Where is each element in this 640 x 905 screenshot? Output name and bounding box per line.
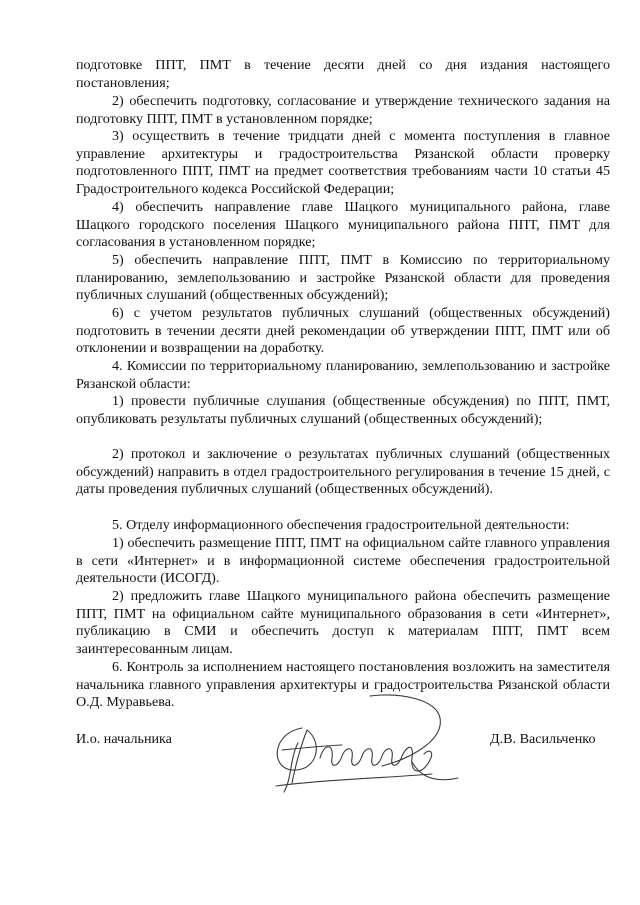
paragraph-continuation: подготовке ППТ, ПМТ в течение десяти дней со дня издания настоящего постановления; [76, 57, 610, 91]
paragraph-section-5-item-1: 1) обеспечить размещение ППТ, ПМТ на официальном сайте главного управления в сети «Интернет» и в информационной системе обеспечения градостроительной деятельности (ИСОГД). [76, 535, 610, 587]
paragraph-section-5: 5. Отделу информационного обеспечения градостроительной деятельности: [112, 517, 570, 533]
signer-title: И.о. начальника [76, 731, 172, 747]
paragraph-section-4: 4. Комиссии по территориальному планированию, землепользованию и застройке Рязанской области: [76, 358, 610, 392]
paragraph-item-2: 2) обеспечить подготовку, согласование и утверждение технического задания на подготовку ППТ, ПМТ в установленном порядке; [76, 93, 610, 127]
paragraph-section-5-item-2: 2) предложить главе Шацкого муниципального района обеспечить размещение ППТ, ПМТ на официальном сайте муниципального образования в сети «Интернет», публикацию в СМИ и обеспечить доступ к материалам ППТ, ПМТ всем заинтересованным лицам. [76, 588, 610, 657]
paragraph-section-6: 6. Контроль за исполнением настоящего постановления возложить на заместителя начальника главного управления архитектуры и градостроительства Рязанской области О.Д. Муравьева. [76, 659, 610, 711]
paragraph-section-4-item-2: 2) протокол и заключение о результатах публичных слушаний (общественных обсуждений) направить в отдел градостроительного регулирования в течение 15 дней, с даты проведения публичных слушаний (общественных обсуждений). [76, 446, 610, 498]
paragraph-item-4: 4) обеспечить направление главе Шацкого муниципального района, главе Шацкого городского поселения Шацкого муниципального района ППТ, ПМТ для согласования в установленном порядке; [76, 199, 610, 251]
handwritten-signature-icon [262, 688, 462, 808]
paragraph-item-5: 5) обеспечить направление ППТ, ПМТ в Комиссию по территориальному планированию, землепользованию и застройке Рязанской области для проведения публичных слушаний (общественных обсуждений); [76, 252, 610, 304]
paragraph-item-6: 6) с учетом результатов публичных слушаний (общественных обсуждений) подготовить в течении десяти дней рекомендации об утверждении ППТ, ПМТ или об отклонении и возвращении на доработку. [76, 305, 610, 357]
signer-name: Д.В. Васильченко [490, 731, 596, 747]
paragraph-section-4-item-1: 1) провести публичные слушания (общественные обсуждения) по ППТ, ПМТ, опубликовать результаты публичных слушаний (общественных обсуждений); [76, 393, 610, 427]
paragraph-item-3: 3) осуществить в течение тридцати дней с момента поступления в главное управление архитектуры и градостроительства Рязанской области проверку подготовленного ППТ, ПМТ на предмет соответствия требованиям части 10 статьи 45 Градостроительного кодекса Российской Федерации; [76, 128, 610, 197]
